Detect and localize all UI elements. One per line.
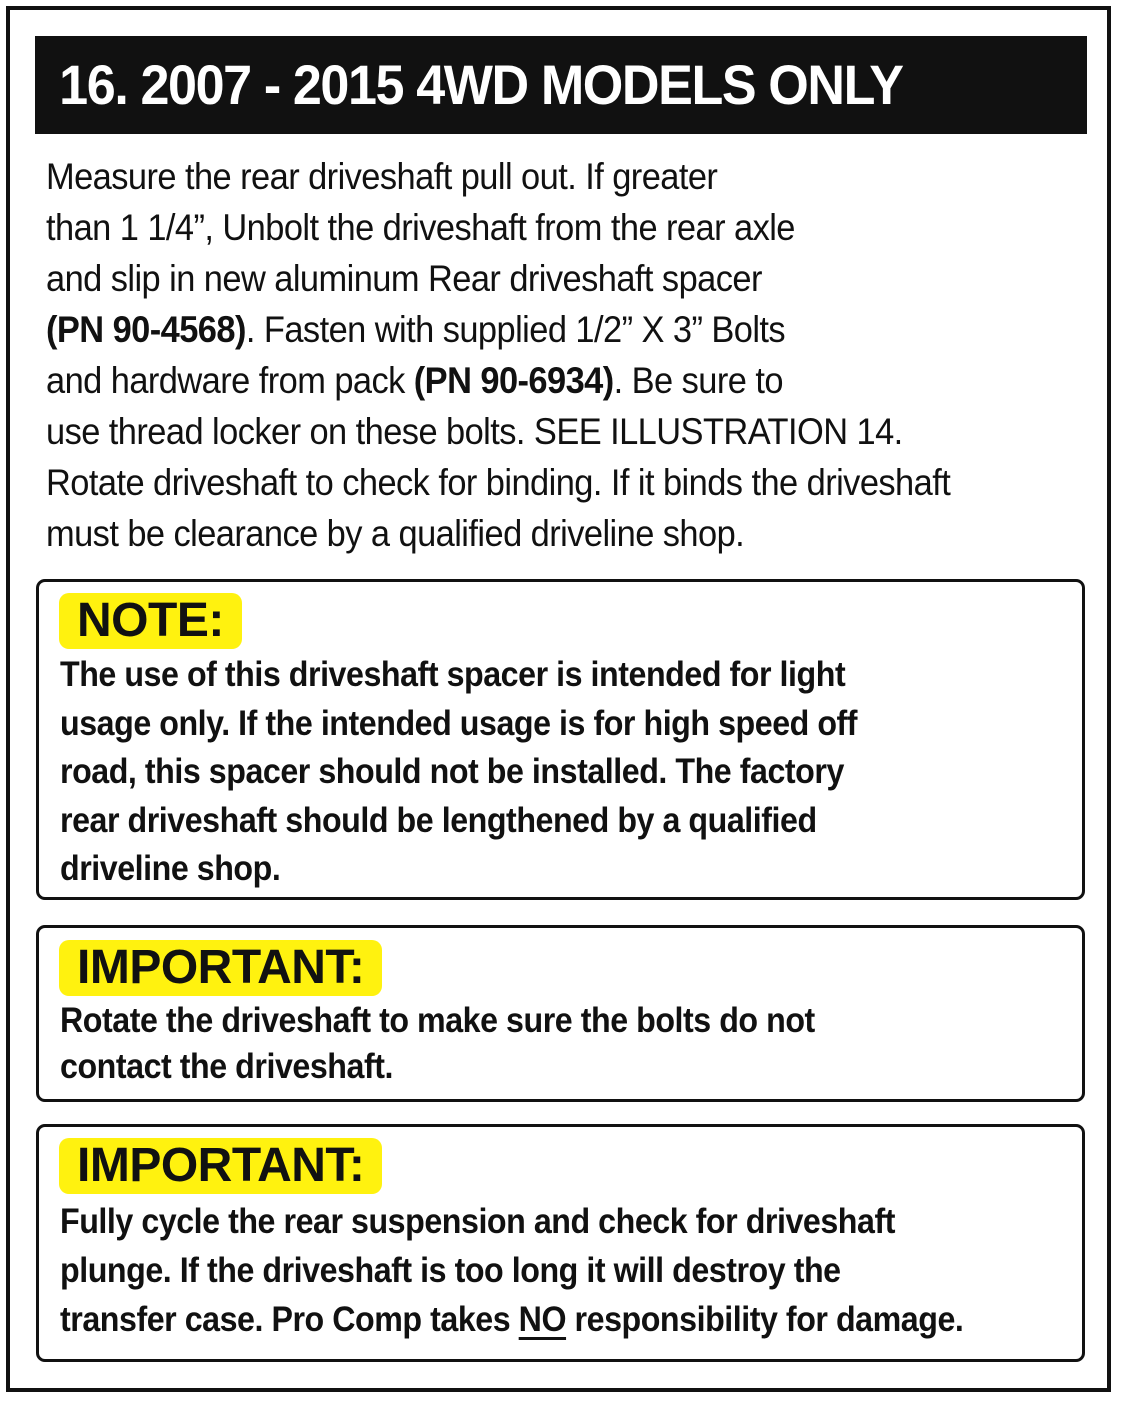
important-text-segment: transfer case. Pro Comp takes (60, 1300, 519, 1339)
note-box (36, 579, 1085, 900)
section-title-bar (35, 36, 1087, 134)
part-number: (PN 90-4568) (46, 309, 246, 350)
important-text-segment: responsibility for damage. (566, 1300, 964, 1339)
part-number: (PN 90-6934) (413, 360, 614, 401)
important-line: Fully cycle the rear suspension and check for driveshaft (60, 1202, 896, 1241)
section-title: 16. 2007 - 2015 4WD MODELS ONLY (59, 53, 903, 116)
instruction-paragraph (46, 151, 1086, 559)
instruction-text: and hardware from pack (46, 360, 414, 401)
important-label: IMPORTANT: (59, 1138, 382, 1194)
instruction-text: . Be sure to (613, 360, 783, 401)
instruction-line: Measure the rear driveshaft pull out. If greater (46, 156, 718, 197)
important-box (36, 925, 1085, 1102)
important-line: Rotate the driveshaft to make sure the bolts do not (60, 1001, 815, 1040)
instruction-text: . Fasten with supplied 1/2” X 3” Bolts (245, 309, 786, 350)
note-label: NOTE: (59, 593, 242, 649)
important-text (60, 1197, 1074, 1344)
instruction-line: and slip in new aluminum Rear driveshaft spacer (46, 258, 762, 299)
important-line: contact the driveshaft. (60, 1047, 393, 1086)
underlined-emphasis: NO (518, 1300, 567, 1339)
instruction-line: use thread locker on these bolts. SEE ILLUSTRATION 14. (46, 411, 903, 452)
important-text (60, 998, 1074, 1090)
note-line: usage only. If the intended usage is for high speed off (60, 703, 858, 743)
instruction-line: than 1 1/4”, Unbolt the driveshaft from the rear axle (46, 207, 795, 248)
note-line: road, this spacer should not be installed. The factory (60, 752, 844, 791)
instruction-line: Rotate driveshaft to check for binding. If it binds the driveshaft (46, 462, 951, 503)
note-text (60, 651, 1074, 894)
important-line: plunge. If the driveshaft is too long it will destroy the (60, 1251, 841, 1290)
important-line (60, 1295, 993, 1344)
important-label: IMPORTANT: (59, 940, 382, 996)
instruction-line (46, 304, 1013, 355)
note-line: rear driveshaft should be lengthened by a qualified (60, 800, 817, 840)
note-line: The use of this driveshaft spacer is intended for light (60, 655, 846, 694)
instruction-line: must be clearance by a qualified driveline shop. (46, 513, 745, 554)
note-line: driveline shop. (60, 849, 281, 888)
instruction-line (46, 355, 1013, 406)
important-box (36, 1124, 1085, 1362)
